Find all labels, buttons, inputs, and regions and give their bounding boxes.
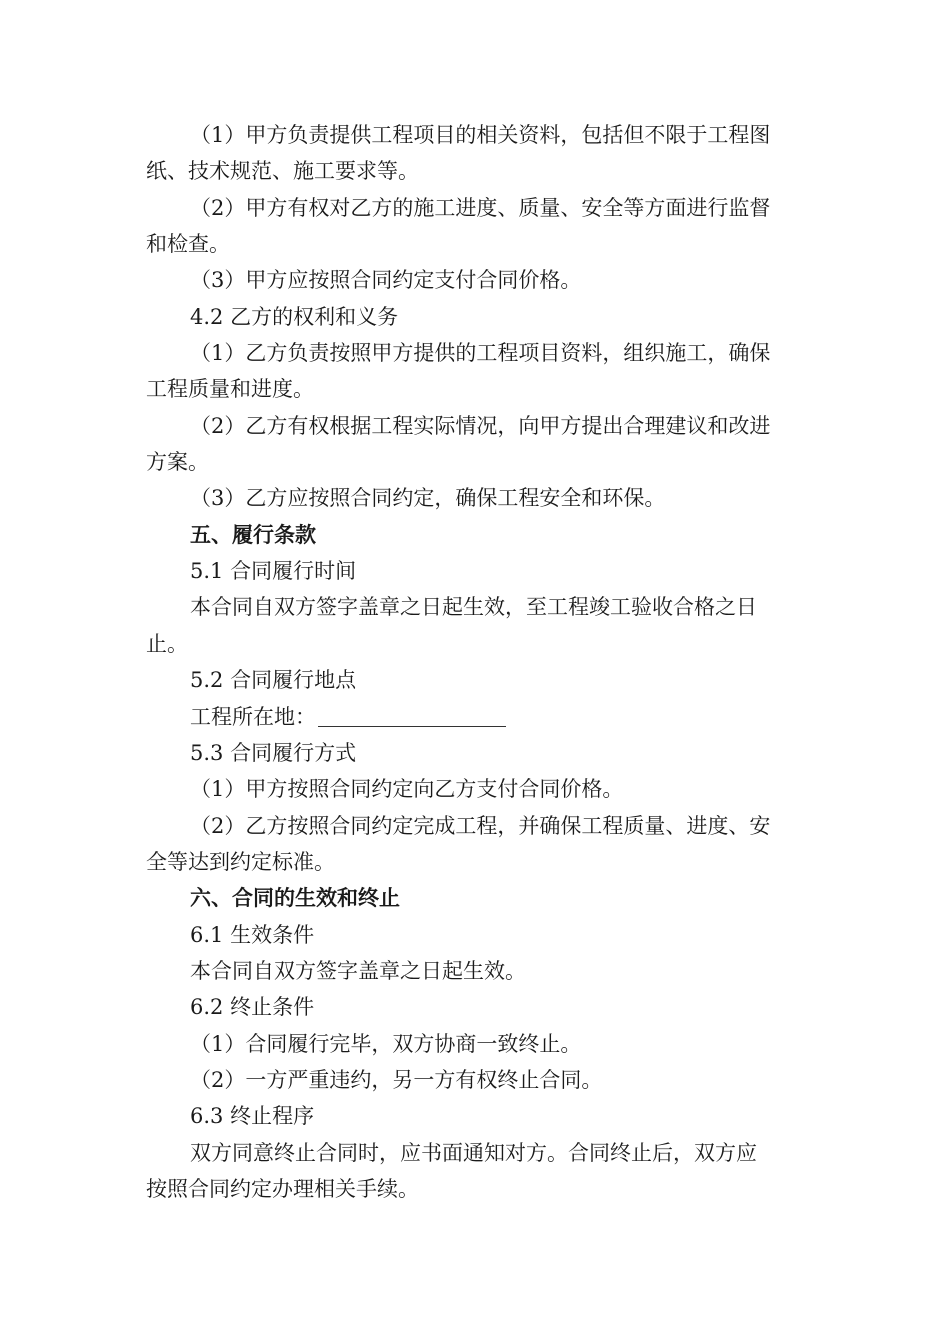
text-line: 和检查。 <box>146 232 230 257</box>
text-line: 止。 <box>146 631 188 656</box>
text-line: （3）甲方应按照合同约定支付合同价格。 <box>190 268 582 293</box>
section-heading: 五、履行条款 <box>190 521 316 547</box>
section-heading: 六、合同的生效和终止 <box>190 885 400 911</box>
text-line: （1）甲方负责提供工程项目的相关资料，包括但不限于工程图 <box>190 123 771 147</box>
text-line: （2）一方严重违约，另一方有权终止合同。 <box>190 1067 603 1092</box>
text-line: 本合同自双方签字盖章之日起生效。 <box>190 958 526 983</box>
text-line: （2）乙方有权根据工程实际情况，向甲方提出合理建议和改进 <box>190 413 771 438</box>
text-line: （1）乙方负责按照甲方提供的工程项目资料，组织施工，确保 <box>190 341 771 366</box>
text-line: （2）乙方按照合同约定完成工程，并确保工程质量、进度、安 <box>190 813 771 838</box>
text-line: 按照合同约定办理相关手续。 <box>146 1176 419 1201</box>
section-subheading: 6.3 终止程序 <box>190 1104 315 1129</box>
document-body <box>146 117 806 1207</box>
text-line: 双方同意终止合同时，应书面通知对方。合同终止后，双方应 <box>190 1140 757 1165</box>
location-blank-field[interactable] <box>318 706 506 727</box>
text-line: （3）乙方应按照合同约定，确保工程安全和环保。 <box>190 486 666 511</box>
section-subheading: 5.1 合同履行时间 <box>190 559 357 584</box>
section-subheading: 5.2 合同履行地点 <box>190 668 357 693</box>
section-subheading: 6.1 生效条件 <box>190 922 315 947</box>
text-line: 全等达到约定标准。 <box>146 849 335 874</box>
text-line: （1）甲方按照合同约定向乙方支付合同价格。 <box>190 777 624 802</box>
location-line <box>146 699 806 735</box>
section-subheading: 5.3 合同履行方式 <box>190 740 357 765</box>
location-label: 工程所在地： <box>190 704 316 729</box>
text-line: （1）合同履行完毕，双方协商一致终止。 <box>190 1031 582 1056</box>
section-subheading: 6.2 终止条件 <box>190 995 315 1020</box>
text-line: 工程质量和进度。 <box>146 377 314 402</box>
section-subheading: 4.2 乙方的权利和义务 <box>190 304 399 329</box>
text-line: 纸、技术规范、施工要求等。 <box>146 159 419 184</box>
text-line: 本合同自双方签字盖章之日起生效，至工程竣工验收合格之日 <box>190 595 757 620</box>
text-line: 方案。 <box>146 450 209 475</box>
text-line: （2）甲方有权对乙方的施工进度、质量、安全等方面进行监督 <box>190 195 771 220</box>
